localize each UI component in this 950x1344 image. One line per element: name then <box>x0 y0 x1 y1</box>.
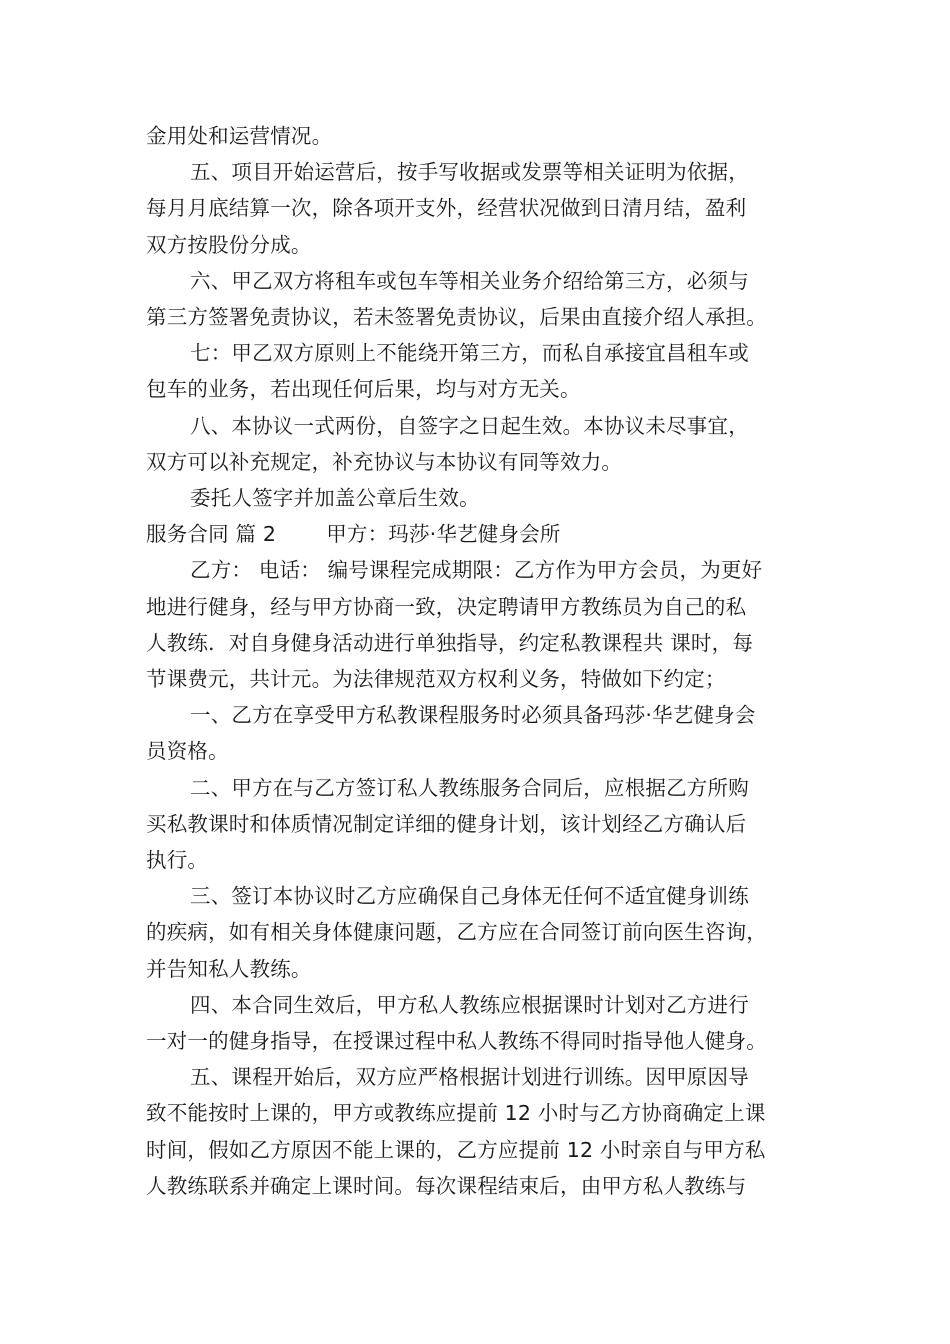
text-line: 人教练．对自身健身活动进行单独指导，约定私教课程共 课时，每 <box>146 630 754 655</box>
text-line: 七：甲乙双方原则上不能绕开第三方，而私自承接宜昌租车或 <box>190 341 749 366</box>
text-line: 的疾病，如有相关身体健康问题，乙方应在合同签订前向医生咨询， <box>146 920 767 945</box>
text-line: 时间，假如乙方原因不能上课的，乙方应提前 12 小时亲自与甲方私 <box>146 1137 766 1162</box>
text-line: 节课费元，共计元。为法律规范双方权利义务，特做如下约定； <box>146 667 726 692</box>
text-line: 一、乙方在享受甲方私教课程服务时必须具备玛莎·华艺健身会 <box>190 703 756 728</box>
text-line: 人教练联系并确定上课时间。每次课程结束后，由甲方私人教练与 <box>146 1173 747 1198</box>
party-a-label: 甲方：玛莎·华艺健身会所 <box>326 522 561 547</box>
section-title: 服务合同 篇 2 <box>146 522 277 547</box>
text-line: 第三方签署免责协议，若未签署免责协议，后果由直接介绍人承担。 <box>146 305 767 330</box>
document-body <box>146 118 826 1204</box>
contract-text-part-1 <box>146 118 826 516</box>
text-line: 六、甲乙双方将租车或包车等相关业务介绍给第三方，必须与 <box>190 268 749 293</box>
text-line: 一对一的健身指导，在授课过程中私人教练不得同时指导他人健身。 <box>146 1029 767 1054</box>
text-line: 包车的业务，若出现任何后果，均与对方无关。 <box>146 377 581 402</box>
text-line: 双方可以补充规定，补充协议与本协议有同等效力。 <box>146 449 623 474</box>
text-line: 三、签订本协议时乙方应确保自己身体无任何不适宜健身训练 <box>190 884 749 909</box>
text-line: 五、课程开始后，双方应严格根据计划进行训练。因甲原因导 <box>190 1065 749 1090</box>
text-line: 二、甲方在与乙方签订私人教练服务合同后，应根据乙方所购 <box>190 775 749 800</box>
text-line: 员资格。 <box>146 739 229 764</box>
text-line: 每月月底结算一次，除各项开支外，经营状况做到日清月结，盈利 <box>146 196 747 221</box>
text-line: 执行。 <box>146 848 209 873</box>
text-line: 委托人签字并加盖公章后生效。 <box>190 486 480 511</box>
text-line: 四、本合同生效后，甲方私人教练应根据课时计划对乙方进行 <box>190 992 749 1017</box>
section-heading-row <box>146 516 826 552</box>
text-line: 金用处和运营情况。 <box>146 124 333 148</box>
text-line: 地进行健身，经与甲方协商一致，决定聘请甲方教练员为自己的私 <box>146 594 747 619</box>
text-line: 致不能按时上课的，甲方或教练应提前 12 小时与乙方协商确定上课 <box>146 1101 766 1126</box>
text-line: 双方按股份分成。 <box>146 232 312 257</box>
text-line: 五、项目开始运营后，按手写收据或发票等相关证明为依据， <box>190 160 749 185</box>
section-heading <box>146 516 826 552</box>
contract-text-part-2 <box>146 552 826 1204</box>
text-line: 乙方： 电话： 编号课程完成期限：乙方作为甲方会员，为更好 <box>190 558 763 583</box>
text-line: 并告知私人教练。 <box>146 956 312 981</box>
text-line: 八、本协议一式两份，自签字之日起生效。本协议未尽事宜， <box>190 413 749 438</box>
text-line: 买私教课时和体质情况制定详细的健身计划，该计划经乙方确认后 <box>146 811 747 836</box>
